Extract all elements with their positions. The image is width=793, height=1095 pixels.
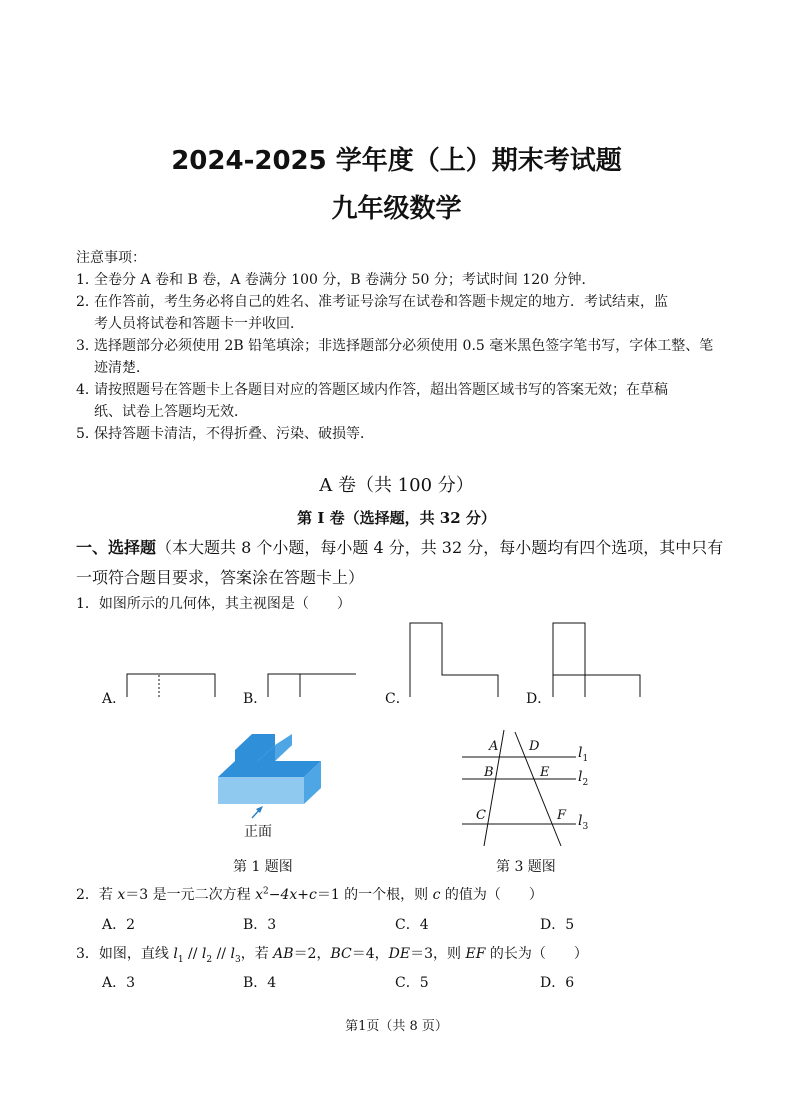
- line-l3-label: $l_3$: [578, 813, 589, 832]
- part-1-heading: 第 Ⅰ 卷（选择题，共 32 分）: [297, 509, 496, 527]
- notes-heading: 注意事项：: [76, 250, 146, 266]
- figure-1-caption: 第 1 题图: [233, 859, 293, 875]
- line-l1-label: $l_1$: [578, 745, 589, 764]
- section-a-heading: A 卷（共 100 分）: [319, 475, 474, 496]
- question-2-text: 2．若 x＝3 是一元二次方程 $x^2-4x+c=1$ 的一个根，则 c 的值为（ ）: [76, 886, 543, 903]
- q1-option-b-label: B．: [243, 691, 268, 707]
- note-item: 3．选择题部分必须使用 2B 铅笔填涂；非选择题部分必须使用 0.5 毫米黑色签字笔书写，字体工整、笔 迹清楚．: [76, 338, 714, 376]
- q1-option-a-label: A．: [102, 691, 127, 707]
- note-item: 1．全卷分 A 卷和 B 卷，A 卷满分 100 分，B 卷满分 50 分；考试时间 120 分钟．: [76, 272, 596, 288]
- line-l2-label: $l_2$: [578, 769, 589, 788]
- point-e-label: E: [540, 765, 550, 780]
- point-a-label: A: [489, 739, 499, 754]
- question-3-text: 3．如图，直线 $l_1 // l_2 // l_3$，若 AB＝2，BC＝4，DE＝3，则 EF 的长为（ ）: [76, 946, 588, 965]
- page-subtitle: 九年级数学: [331, 194, 462, 224]
- page-title: 2024-2025 学年度（上）期末考试题: [171, 146, 622, 176]
- note-item: 5．保持答题卡清洁，不得折叠、污染、破损等．: [76, 426, 374, 442]
- front-label: 正面: [244, 824, 272, 840]
- figure-3-caption: 第 3 题图: [496, 859, 556, 875]
- note-item: 4．请按照题号在答题卡上各题目对应的答题区域内作答，超出答题区域书写的答案无效；在草稿 纸、试卷上答题均无效．: [76, 382, 668, 420]
- note-item: 2．在作答前，考生务必将自己的姓名、准考证号涂写在试卷和答题卡规定的地方．考试结束，监 考人员将试卷和答题卡一并收回．: [76, 294, 668, 332]
- q2-option-c: C．4: [395, 917, 429, 933]
- q2-option-b: B．3: [243, 917, 277, 933]
- q3-option-b: B．4: [243, 975, 277, 991]
- question-1-text: 1．如图所示的几何体，其主视图是（ ）: [76, 596, 351, 612]
- point-d-label: D: [529, 739, 540, 754]
- point-c-label: C: [476, 808, 486, 823]
- point-f-label: F: [557, 808, 567, 823]
- q3-option-c: C．5: [395, 975, 429, 991]
- q2-option-d: D．5: [540, 917, 575, 933]
- q1-option-d-label: D．: [526, 691, 552, 707]
- q3-option-a: A．3: [102, 975, 136, 991]
- q1-option-c-label: C．: [385, 691, 410, 707]
- q3-option-d: D．6: [540, 975, 575, 991]
- q2-option-a: A．2: [102, 917, 136, 933]
- point-b-label: B: [484, 765, 494, 780]
- section-1-intro: 一、选择题（本大题共 8 个小题，每小题 4 分，共 32 分，每小题均有四个选项，其中只有一项符合题目要求，答案涂在答题卡上）: [76, 538, 724, 587]
- page-footer: 第1页（共 8 页）: [345, 1019, 448, 1034]
